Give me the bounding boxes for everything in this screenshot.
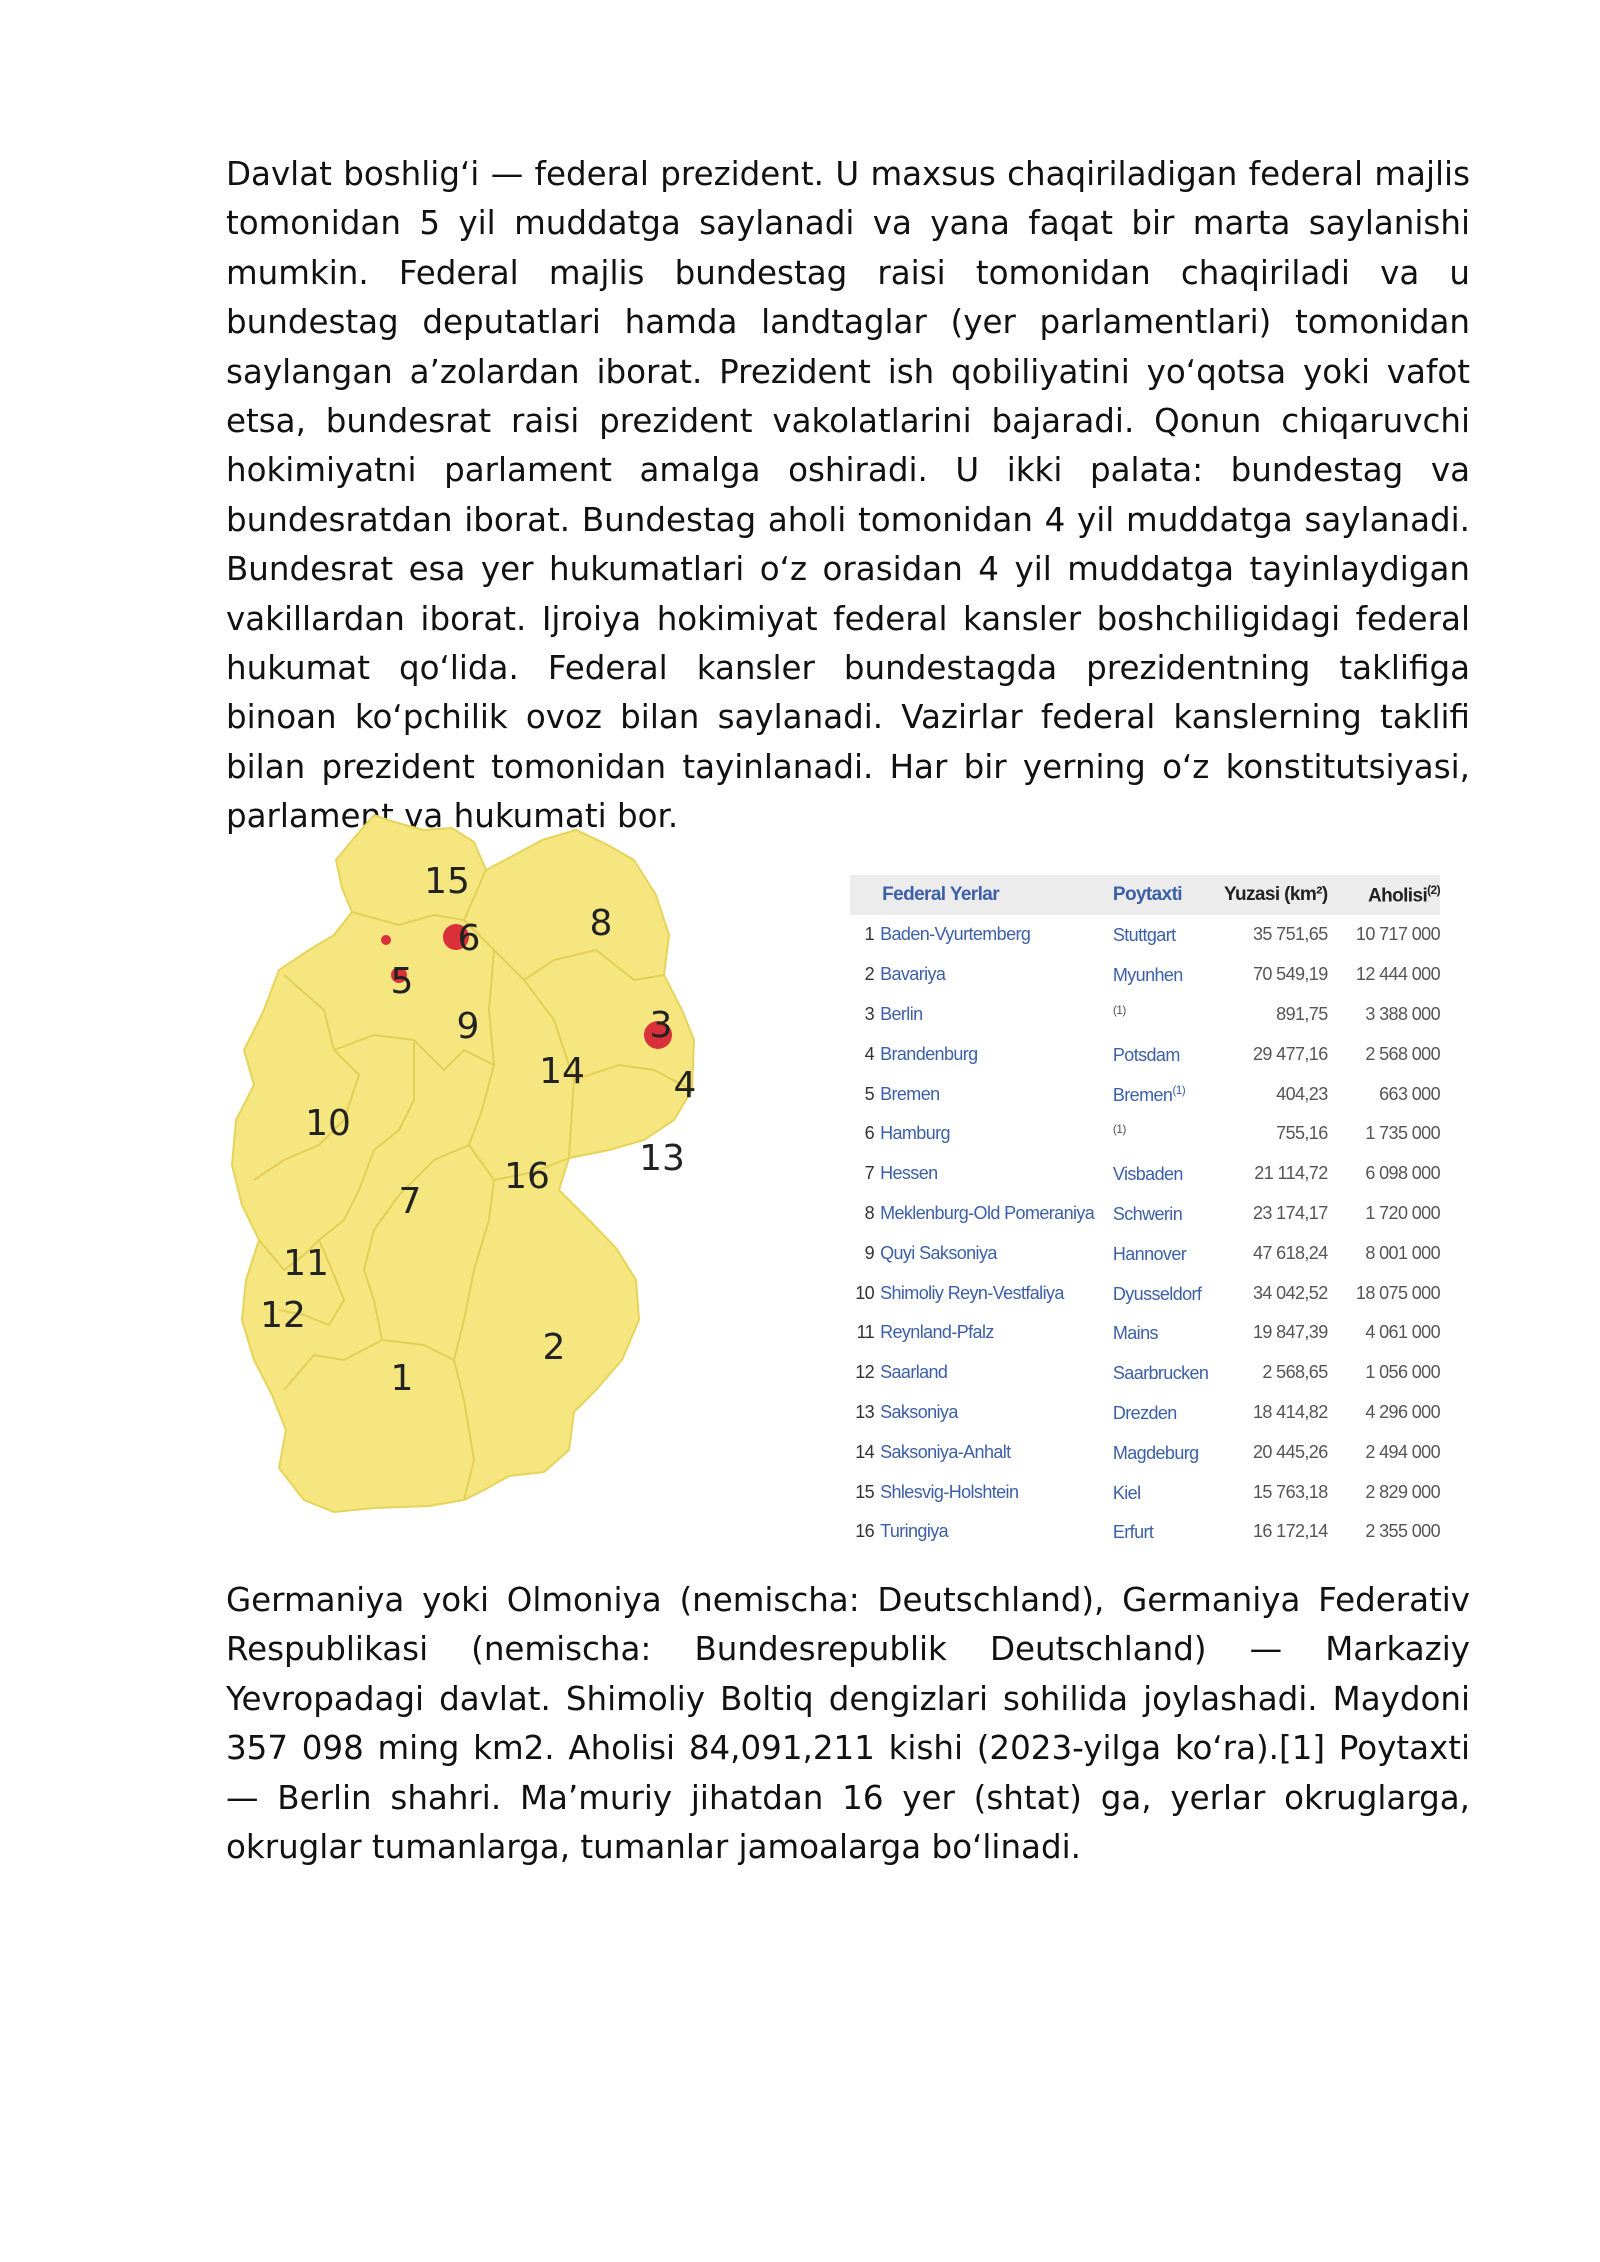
- capital-cell[interactable]: [1113, 1034, 1223, 1074]
- map-label-1: 1: [390, 1358, 414, 1399]
- row-number: 16: [855, 1521, 875, 1542]
- population-cell: 10 717 000: [1355, 924, 1440, 945]
- map-label-13: 13: [639, 1138, 685, 1179]
- state-name-link[interactable]: Berlin: [880, 1003, 923, 1024]
- paragraph-germany-overview: Germaniya yoki Olmoniya (nemischa: Deutschland), Germaniya Federativ Respublikasi (nemischa: Bundesrepublik Deutschland) — Markaziy Yevropadagi davlat. Shimoliy Boltiq dengizlari sohilida joylashadi. Maydoni 357 098 ming km2. Aholisi 84,091,211 kishi (2023-yilga koʻra).[1] Poytaxti — Berlin shahri. Maʼmuriy jihatdan 16 yer (shtat) ga, yerlar okruglarga, okruglar tumanlarga, tumanlar jamoalarga boʻlinadi.: [226, 1581, 1470, 1867]
- area-cell: 20 445,26: [1252, 1441, 1328, 1462]
- table-header-row: [850, 875, 1440, 915]
- area-cell: 18 414,82: [1252, 1401, 1328, 1422]
- area-cell: 15 763,18: [1252, 1481, 1328, 1502]
- area-cell: 2 568,65: [1262, 1362, 1328, 1383]
- map-label-2: 2: [542, 1327, 566, 1368]
- table-row: [850, 915, 1440, 955]
- capital-link[interactable]: Schwerin: [1112, 1203, 1183, 1224]
- population-cell: 8 001 000: [1365, 1242, 1440, 1263]
- population-cell: 12 444 000: [1355, 964, 1440, 985]
- row-number: 6: [864, 1123, 875, 1144]
- capital-note: (1): [1112, 1122, 1126, 1137]
- row-number: 8: [864, 1202, 875, 1223]
- federal-states-table-container: [850, 875, 1440, 1552]
- area-cell: 29 477,16: [1252, 1043, 1328, 1064]
- state-name-link[interactable]: Saarland: [880, 1362, 948, 1383]
- state-name-link[interactable]: Bavariya: [880, 964, 946, 985]
- area-cell: 70 549,19: [1252, 964, 1328, 985]
- capital-link[interactable]: Mains: [1112, 1323, 1158, 1344]
- population-cell: 1 720 000: [1365, 1202, 1440, 1223]
- table-row: [850, 1393, 1440, 1433]
- capital-note: (1): [1172, 1082, 1186, 1097]
- state-name-link[interactable]: Bremen: [880, 1083, 940, 1104]
- state-name-link[interactable]: Brandenburg: [880, 1043, 978, 1064]
- table-row: [850, 1353, 1440, 1393]
- map-label-16: 16: [504, 1156, 550, 1197]
- capital-link[interactable]: Visbaden: [1112, 1164, 1183, 1185]
- population-cell: 4 061 000: [1365, 1322, 1440, 1343]
- area-cell: 19 847,39: [1252, 1322, 1328, 1343]
- row-number: 13: [855, 1401, 875, 1422]
- state-name-link[interactable]: Shlesvig-Holshtein: [880, 1481, 1019, 1502]
- population-cell: 2 568 000: [1365, 1043, 1440, 1064]
- state-name-link[interactable]: Baden-Vyurtemberg: [880, 924, 1031, 945]
- map-label-4: 4: [673, 1065, 697, 1106]
- map-label-15: 15: [424, 861, 470, 902]
- capital-link[interactable]: Myunhen: [1112, 965, 1183, 986]
- capital-link[interactable]: Kiel: [1112, 1482, 1141, 1503]
- area-cell: 47 618,24: [1252, 1242, 1328, 1263]
- table-row: [850, 1432, 1440, 1472]
- table-body: [850, 915, 1440, 1552]
- table-row: [850, 1273, 1440, 1313]
- map-label-10: 10: [305, 1103, 351, 1144]
- row-number: 4: [864, 1043, 875, 1064]
- table-row: [850, 1313, 1440, 1353]
- table-row: [850, 1233, 1440, 1273]
- capital-cell[interactable]: [1113, 1512, 1223, 1552]
- population-cell: 2 829 000: [1365, 1481, 1440, 1502]
- capital-cell[interactable]: [1113, 1432, 1223, 1472]
- header-name: Federal Yerlar: [880, 875, 1113, 915]
- population-cell: 2 355 000: [1365, 1521, 1440, 1542]
- state-name-link[interactable]: Saksoniya-Anhalt: [880, 1441, 1011, 1462]
- capital-cell[interactable]: [1113, 955, 1223, 995]
- capital-note: (1): [1112, 1002, 1126, 1017]
- map-label-7: 7: [398, 1181, 422, 1222]
- capital-link[interactable]: Hannover: [1112, 1243, 1187, 1264]
- area-cell: 16 172,14: [1252, 1521, 1328, 1542]
- capital-cell[interactable]: [1113, 1353, 1223, 1393]
- population-cell: 1 056 000: [1365, 1362, 1440, 1383]
- row-number: 1: [864, 924, 875, 945]
- state-name-link[interactable]: Saksoniya: [880, 1401, 958, 1422]
- table-row: [850, 995, 1440, 1035]
- capital-cell[interactable]: [1113, 1074, 1223, 1114]
- row-number: 11: [856, 1322, 875, 1343]
- row-number: 15: [855, 1481, 875, 1502]
- bremerhaven-marker: [381, 935, 391, 945]
- header-population-label: Aholisi: [1367, 885, 1428, 907]
- table-row: [850, 1194, 1440, 1234]
- row-number: 9: [864, 1242, 875, 1263]
- capital-link[interactable]: Magdeburg: [1112, 1442, 1199, 1463]
- map-label-5: 5: [390, 961, 414, 1002]
- capital-link[interactable]: Potsdam: [1112, 1044, 1180, 1065]
- state-name-link[interactable]: Reynland-Pfalz: [880, 1322, 994, 1343]
- map-label-14: 14: [539, 1051, 585, 1092]
- header-population: [1342, 875, 1440, 915]
- population-cell: 2 494 000: [1365, 1441, 1440, 1462]
- table-row: [850, 1074, 1440, 1114]
- capital-cell[interactable]: [1113, 1472, 1223, 1512]
- state-name-link[interactable]: Meklenburg-Old Pomeraniya: [880, 1202, 1095, 1223]
- row-number: 2: [864, 964, 875, 985]
- table-row: [850, 1472, 1440, 1512]
- capital-cell: [1113, 995, 1223, 1035]
- population-cell: 18 075 000: [1355, 1282, 1440, 1303]
- area-cell: 891,75: [1276, 1003, 1328, 1024]
- state-name-link[interactable]: Turingiya: [880, 1521, 949, 1542]
- capital-link[interactable]: Dyusseldorf: [1112, 1283, 1202, 1304]
- row-number: 3: [864, 1003, 875, 1024]
- federal-states-table: [850, 875, 1440, 1552]
- row-number: 5: [864, 1083, 875, 1104]
- row-number: 7: [864, 1163, 875, 1184]
- state-name-link[interactable]: Hamburg: [880, 1123, 950, 1144]
- area-cell: 34 042,52: [1252, 1282, 1328, 1303]
- table-row: [850, 1114, 1440, 1154]
- row-number: 12: [855, 1362, 875, 1383]
- header-area: Yuzasi (km²): [1223, 875, 1341, 915]
- state-name-link[interactable]: Shimoliy Reyn-Vestfaliya: [880, 1282, 1064, 1303]
- header-number: [850, 875, 880, 915]
- area-cell: 21 114,72: [1254, 1163, 1328, 1184]
- table-row: [850, 1154, 1440, 1194]
- table-row: [850, 1034, 1440, 1074]
- header-capital: Poytaxti: [1113, 875, 1223, 915]
- capital-link[interactable]: Saarbrucken: [1112, 1363, 1209, 1384]
- paragraph-government: Davlat boshligʻi — federal prezident. U maxsus chaqiriladigan federal majlis tomonidan 5 yil muddatga saylanadi va yana faqat bir marta saylanishi mumkin. Federal majlis bundestag raisi tomonidan chaqiriladi va u bundestag deputatlari hamda landtaglar (yer parlamentlari) tomonidan saylangan a’zolardan iborat. Prezident ish qobiliyatini yoʻqotsa yoki vafot etsa, bundesrat raisi prezident vakolatlarini bajaradi. Qonun chiqaruvchi hokimiyatni parlament amalga oshiradi. U ikki palata: bundestag va bundesratdan iborat. Bundestag aholi tomonidan 4 yil muddatga saylanadi. Bundesrat esa yer hukumatlari oʻz orasidan 4 yil muddatga tayinlaydigan vakillardan iborat. Ijroiya hokimiyat federal kansler boshchiligidagi federal hukumat qoʻlida. Federal kansler bundestagda prezidentning taklifiga binoan koʻpchilik ovoz bilan saylanadi. Vazirlar federal kanslerning taklifi bilan prezident tomonidan tayinlanadi. Har bir yerning oʻz konstitutsiyasi, parlament va hukumati bor.: [226, 155, 1470, 836]
- map-label-3: 3: [649, 1005, 673, 1046]
- germany-states-map: [224, 800, 764, 1540]
- capital-link[interactable]: Drezden: [1112, 1402, 1177, 1423]
- capital-cell[interactable]: [1113, 1393, 1223, 1433]
- map-label-8: 8: [589, 903, 613, 944]
- table-row: [850, 1512, 1440, 1552]
- population-cell: 3 388 000: [1365, 1003, 1440, 1024]
- map-label-12: 12: [260, 1295, 306, 1336]
- population-cell: 1 735 000: [1365, 1123, 1440, 1144]
- area-cell: 23 174,17: [1252, 1202, 1328, 1223]
- capital-cell[interactable]: [1113, 1154, 1223, 1194]
- capital-cell[interactable]: [1113, 915, 1223, 955]
- map-label-9: 9: [456, 1006, 480, 1047]
- capital-cell[interactable]: [1113, 1273, 1223, 1313]
- capital-cell: [1113, 1114, 1223, 1154]
- capital-link[interactable]: Stuttgart: [1112, 925, 1176, 946]
- capital-link[interactable]: Bremen: [1112, 1084, 1173, 1105]
- table-row: [850, 955, 1440, 995]
- row-number: 14: [855, 1441, 875, 1462]
- area-cell: 404,23: [1276, 1083, 1328, 1104]
- population-cell: 663 000: [1379, 1083, 1440, 1104]
- area-cell: 755,16: [1276, 1123, 1328, 1144]
- row-number: 10: [855, 1282, 875, 1303]
- capital-cell[interactable]: [1113, 1233, 1223, 1273]
- state-name-link[interactable]: Hessen: [880, 1163, 938, 1184]
- area-cell: 35 751,65: [1252, 924, 1328, 945]
- capital-cell[interactable]: [1113, 1194, 1223, 1234]
- header-population-note: (2): [1427, 882, 1440, 897]
- population-cell: 6 098 000: [1365, 1163, 1440, 1184]
- state-name-link[interactable]: Quyi Saksoniya: [880, 1242, 997, 1263]
- population-cell: 4 296 000: [1365, 1401, 1440, 1422]
- map-label-11: 11: [283, 1243, 329, 1284]
- capital-cell[interactable]: [1113, 1313, 1223, 1353]
- map-label-6: 6: [457, 918, 481, 959]
- capital-link[interactable]: Erfurt: [1112, 1522, 1154, 1543]
